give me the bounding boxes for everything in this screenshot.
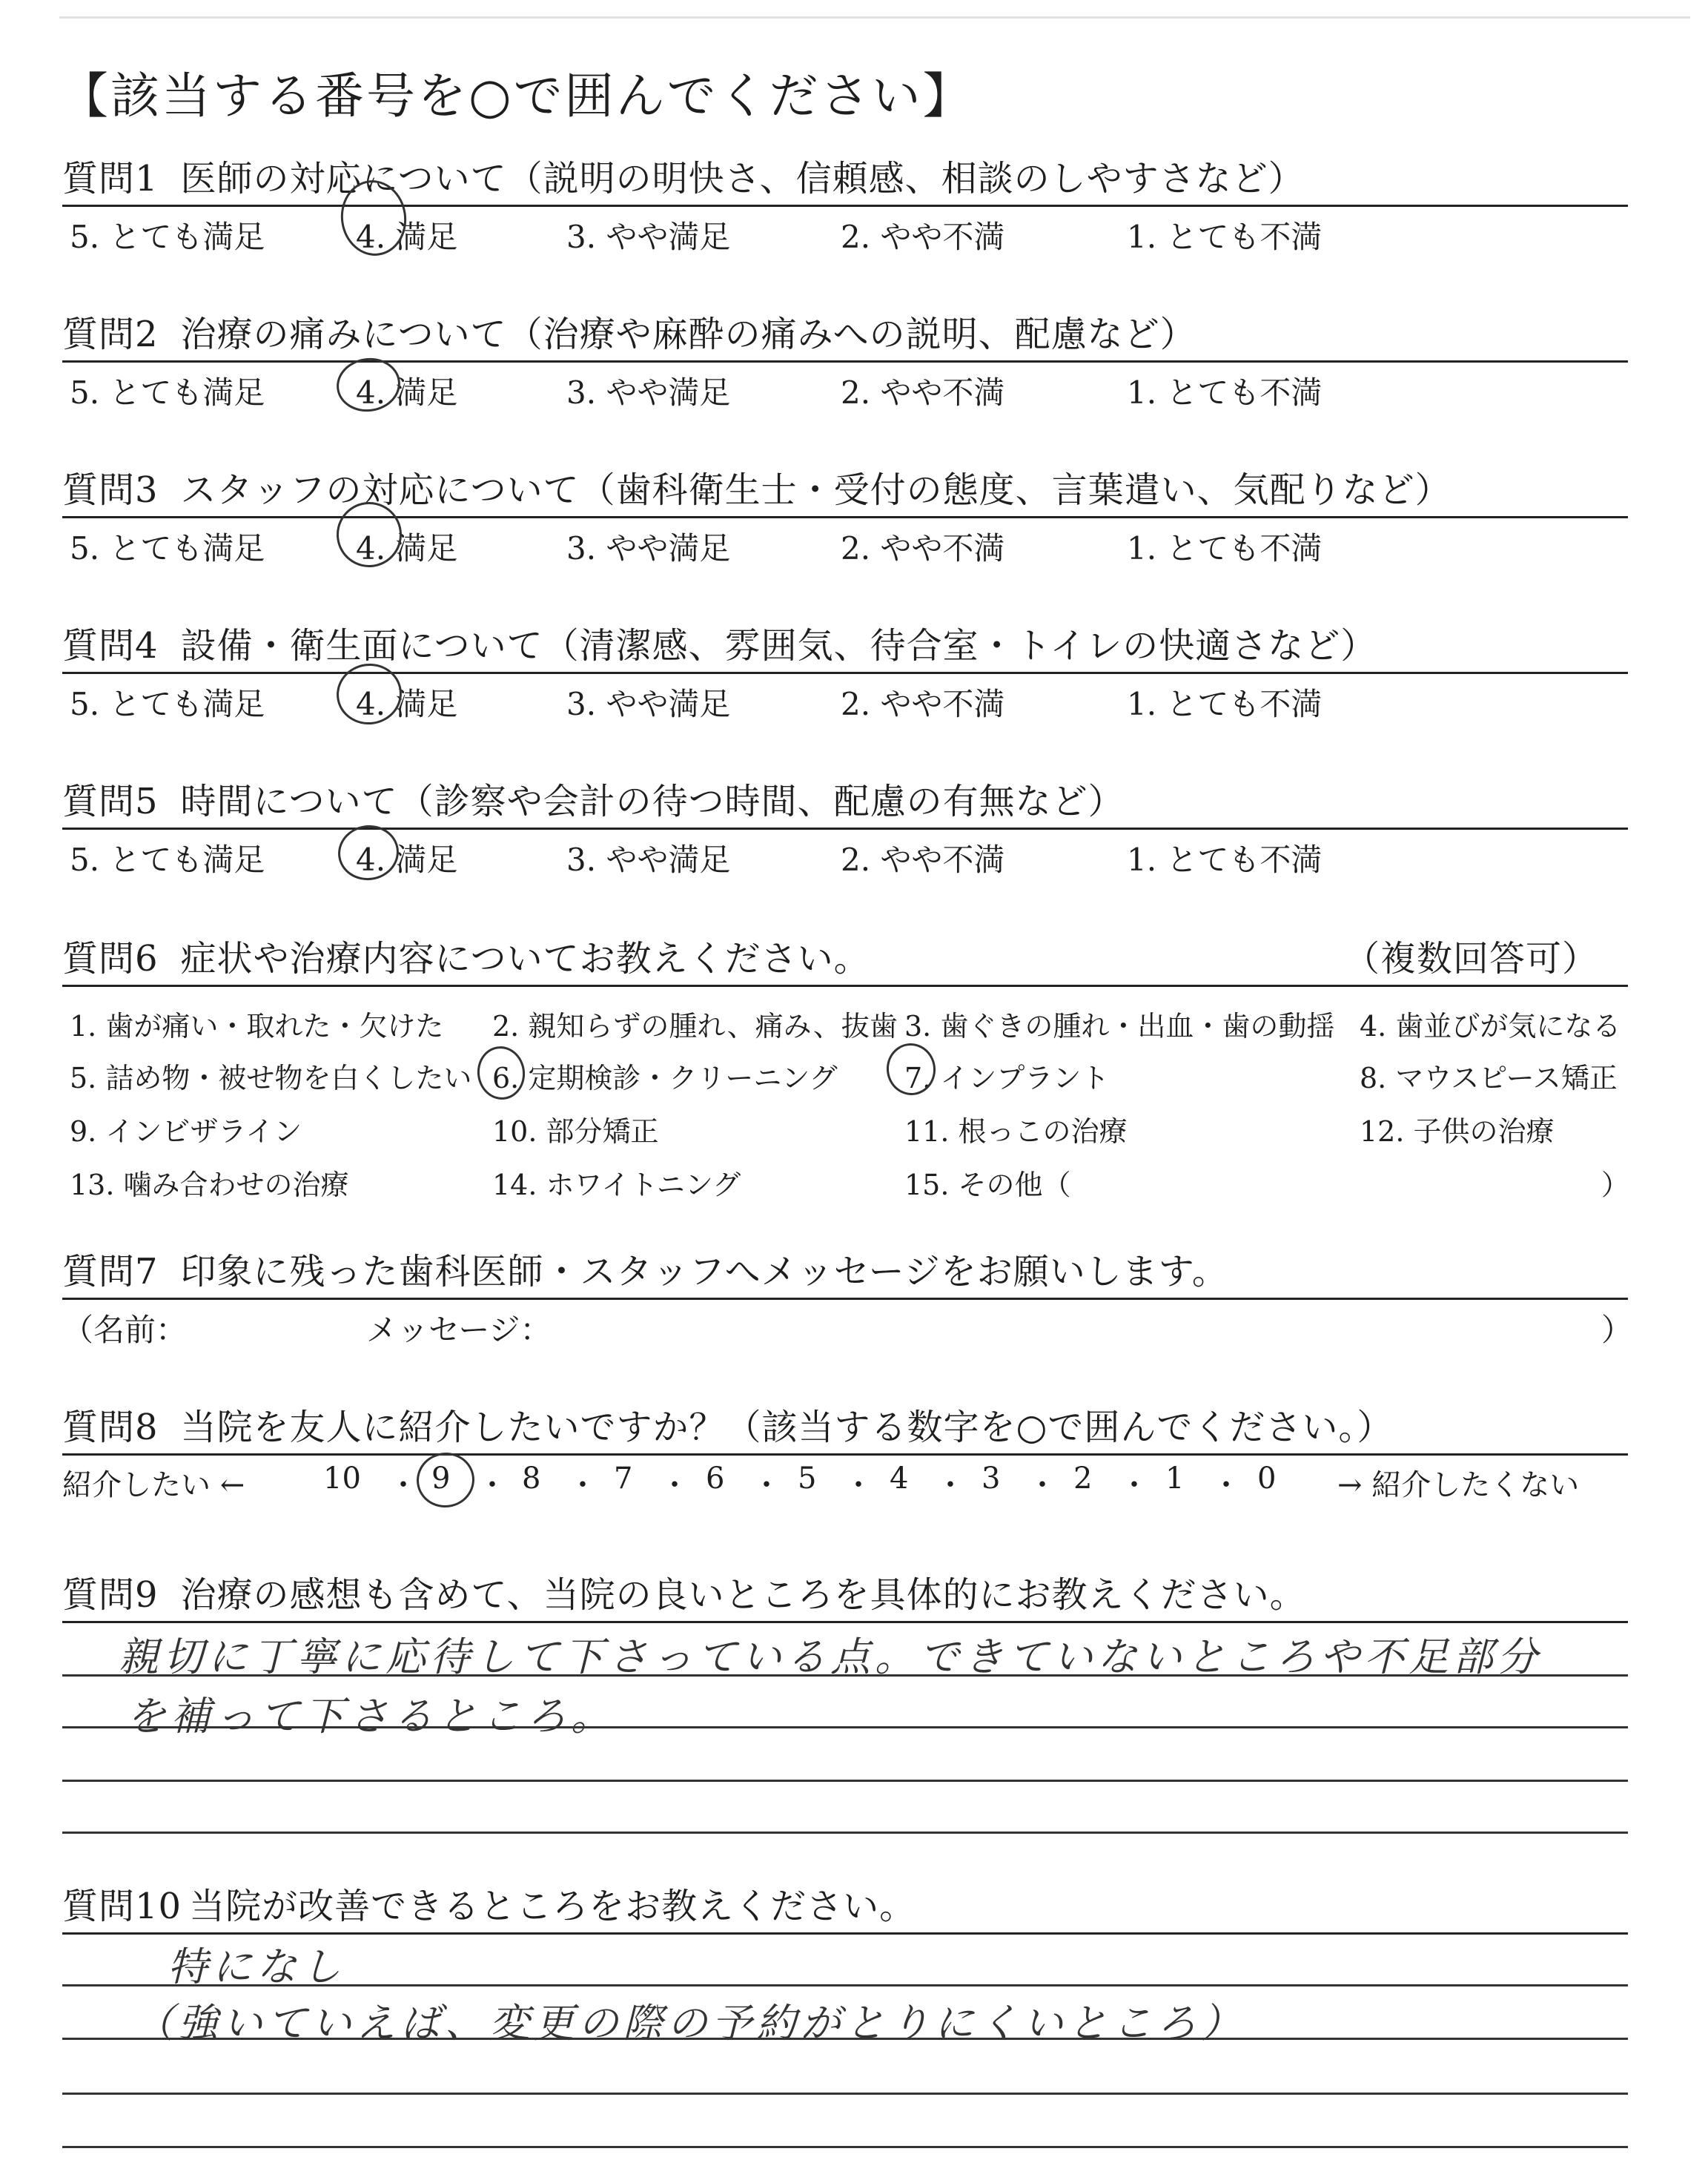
question-3	[62, 467, 1628, 567]
option-5[interactable]: 5. とても満足	[70, 374, 265, 411]
scale-dot: ・	[1211, 1468, 1241, 1502]
scale-9[interactable]: 9	[431, 1462, 451, 1496]
treatment-7[interactable]: 7. インプラント	[904, 1062, 1110, 1094]
option-2[interactable]: 2. やや不満	[841, 842, 1005, 878]
treatment-13[interactable]: 13. 噛み合わせの治療	[70, 1169, 349, 1201]
scale-5[interactable]: 5	[798, 1462, 817, 1496]
question-2	[62, 311, 1628, 411]
answer-line	[62, 2093, 1628, 2095]
message-close: ）	[1601, 1312, 1633, 1348]
scale-dot: ・	[752, 1468, 781, 1502]
scale-left-label: 紹介したい ←	[62, 1468, 245, 1502]
answer-line	[62, 1832, 1628, 1834]
handwritten-answer-line-1: 特になし	[168, 1943, 345, 1990]
scale-dot: ・	[477, 1468, 507, 1502]
question-6	[62, 936, 1628, 1202]
treatment-6[interactable]: 6. 定期検診・クリーニング	[492, 1062, 838, 1094]
question-text: 印象に残った歯科医師・スタッフへメッセージをお願いします。	[180, 1251, 1228, 1292]
option-3[interactable]: 3. やや満足	[566, 686, 731, 722]
question-text: 治療の感想も含めて、当院の良いところを具体的にお教えください。	[180, 1574, 1306, 1616]
option-5[interactable]: 5. とても満足	[70, 686, 265, 722]
option-2[interactable]: 2. やや不満	[841, 686, 1005, 722]
question-9	[62, 1572, 1628, 1623]
rating-options	[62, 363, 1628, 411]
option-1[interactable]: 1. とても不満	[1127, 842, 1323, 878]
top-border	[59, 16, 1690, 19]
question-number: 質問8	[62, 1407, 159, 1448]
rating-options	[62, 207, 1628, 255]
rating-options	[62, 674, 1628, 722]
option-4[interactable]: 4. 満足	[356, 842, 458, 878]
question-1	[62, 156, 1628, 255]
option-1[interactable]: 1. とても不満	[1127, 530, 1323, 567]
option-1[interactable]: 1. とても不満	[1127, 219, 1323, 255]
scale-0[interactable]: 0	[1257, 1462, 1277, 1496]
option-2[interactable]: 2. やや不満	[841, 374, 1005, 411]
handwritten-answer-line-2: を補って下さるところ。	[126, 1693, 615, 1740]
scale-dot: ・	[936, 1468, 965, 1502]
option-5[interactable]: 5. とても満足	[70, 842, 265, 878]
question-number: 質問6	[62, 938, 159, 980]
question-text: 時間について（診察や会計の待つ時間、配慮の有無など）	[180, 781, 1125, 822]
option-1[interactable]: 1. とても不満	[1127, 686, 1323, 722]
question-7	[62, 1249, 1633, 1348]
question-5	[62, 779, 1628, 878]
handwritten-answer-line-1: 親切に丁寧に応待して下さっている点。できていないところや不足部分	[119, 1634, 1542, 1680]
option-3[interactable]: 3. やや満足	[566, 374, 731, 411]
question-number: 質問1	[62, 158, 159, 199]
question-number: 質問3	[62, 469, 159, 511]
message-row	[62, 1300, 1633, 1348]
scale-10[interactable]: 10	[323, 1462, 361, 1496]
option-4[interactable]: 4. 満足	[356, 374, 458, 411]
treatment-15-close: ）	[1601, 1169, 1630, 1201]
question-text: 設備・衛生面について（清潔感、雰囲気、待合室・トイレの快適さなど）	[180, 625, 1377, 667]
treatment-12[interactable]: 12. 子供の治療	[1360, 1115, 1555, 1148]
message-label: メッセージ：	[366, 1312, 552, 1348]
handwritten-answer-line-2: （強いていえば、変更の際の予約がとりにくいところ）	[133, 2000, 1245, 2047]
question-text: スタッフの対応について（歯科衛生士・受付の態度、言葉遣い、気配りなど）	[180, 469, 1452, 511]
question-text: 治療の痛みについて（治療や麻酔の痛みへの説明、配慮など）	[180, 314, 1196, 355]
scale-dot: ・	[660, 1468, 689, 1502]
scale-2[interactable]: 2	[1073, 1462, 1093, 1496]
treatment-3[interactable]: 3. 歯ぐきの腫れ・出血・歯の動揺	[904, 1010, 1335, 1043]
name-label: （名前：	[62, 1312, 188, 1348]
scale-8[interactable]: 8	[522, 1462, 541, 1496]
option-3[interactable]: 3. やや満足	[566, 530, 731, 567]
treatment-15[interactable]: 15. その他（	[904, 1169, 1071, 1201]
scale-4[interactable]: 4	[890, 1462, 909, 1496]
rating-options	[62, 518, 1628, 567]
scale-7[interactable]: 7	[614, 1462, 633, 1496]
question-text: 当院が改善できるところをお教えください。	[189, 1886, 916, 1927]
question-10	[62, 1883, 1628, 1935]
option-5[interactable]: 5. とても満足	[70, 219, 265, 255]
question-number: 質問4	[62, 625, 159, 667]
treatment-4[interactable]: 4. 歯並びが気になる	[1360, 1010, 1621, 1043]
option-5[interactable]: 5. とても満足	[70, 530, 265, 567]
option-2[interactable]: 2. やや不満	[841, 219, 1005, 255]
scale-dot: ・	[568, 1468, 598, 1502]
answer-line	[62, 1780, 1628, 1782]
question-4	[62, 623, 1628, 722]
scale-dot: ・	[1119, 1468, 1149, 1502]
scale-dot: ・	[388, 1468, 418, 1502]
option-3[interactable]: 3. やや満足	[566, 219, 731, 255]
treatment-5[interactable]: 5. 詰め物・被せ物を白くしたい	[70, 1062, 472, 1094]
treatment-1[interactable]: 1. 歯が痛い・取れた・欠けた	[70, 1010, 444, 1043]
treatment-options	[62, 987, 1628, 1202]
treatment-11[interactable]: 11. 根っこの治療	[904, 1115, 1128, 1148]
treatment-14[interactable]: 14. ホワイトニング	[492, 1169, 741, 1201]
rule	[62, 1932, 1628, 1935]
question-number: 質問9	[62, 1574, 159, 1616]
scale-1[interactable]: 1	[1165, 1462, 1185, 1496]
option-1[interactable]: 1. とても不満	[1127, 374, 1323, 411]
treatment-9[interactable]: 9. インビザライン	[70, 1115, 302, 1148]
multiple-answers-note: （複数回答可）	[1343, 938, 1598, 980]
scale-dot: ・	[844, 1468, 873, 1502]
selection-circle	[413, 1449, 478, 1511]
question-number: 質問10	[62, 1886, 182, 1927]
question-text: 当院を友人に紹介したいですか？（該当する数字を○で囲んでください。）	[180, 1407, 1394, 1448]
scale-dot: ・	[1027, 1468, 1057, 1502]
treatment-8[interactable]: 8. マウスピース矯正	[1360, 1062, 1618, 1094]
option-4[interactable]: 4. 満足	[356, 686, 458, 722]
page-title: 【該当する番号を○で囲んでください】	[59, 67, 974, 125]
question-number: 質問2	[62, 314, 159, 355]
scale-6[interactable]: 6	[706, 1462, 725, 1496]
option-4[interactable]: 4. 満足	[356, 530, 458, 567]
option-2[interactable]: 2. やや不満	[841, 530, 1005, 567]
treatment-10[interactable]: 10. 部分矯正	[492, 1115, 659, 1148]
scale-3[interactable]: 3	[982, 1462, 1001, 1496]
scale-right-label: → 紹介したくない	[1337, 1468, 1580, 1502]
answer-line	[62, 2146, 1628, 2148]
rule	[62, 1621, 1628, 1623]
treatment-2[interactable]: 2. 親知らずの腫れ、痛み、抜歯	[492, 1010, 898, 1043]
question-8	[62, 1404, 1628, 1500]
question-number: 質問7	[62, 1251, 159, 1292]
question-number: 質問5	[62, 781, 159, 822]
option-4[interactable]: 4. 満足	[356, 219, 458, 255]
recommend-scale	[62, 1456, 1628, 1500]
rating-options	[62, 830, 1628, 878]
option-3[interactable]: 3. やや満足	[566, 842, 731, 878]
question-text: 症状や治療内容についてお教えください。	[180, 938, 870, 980]
question-text: 医師の対応について（説明の明快さ、信頼感、相談のしやすさなど）	[180, 158, 1305, 199]
